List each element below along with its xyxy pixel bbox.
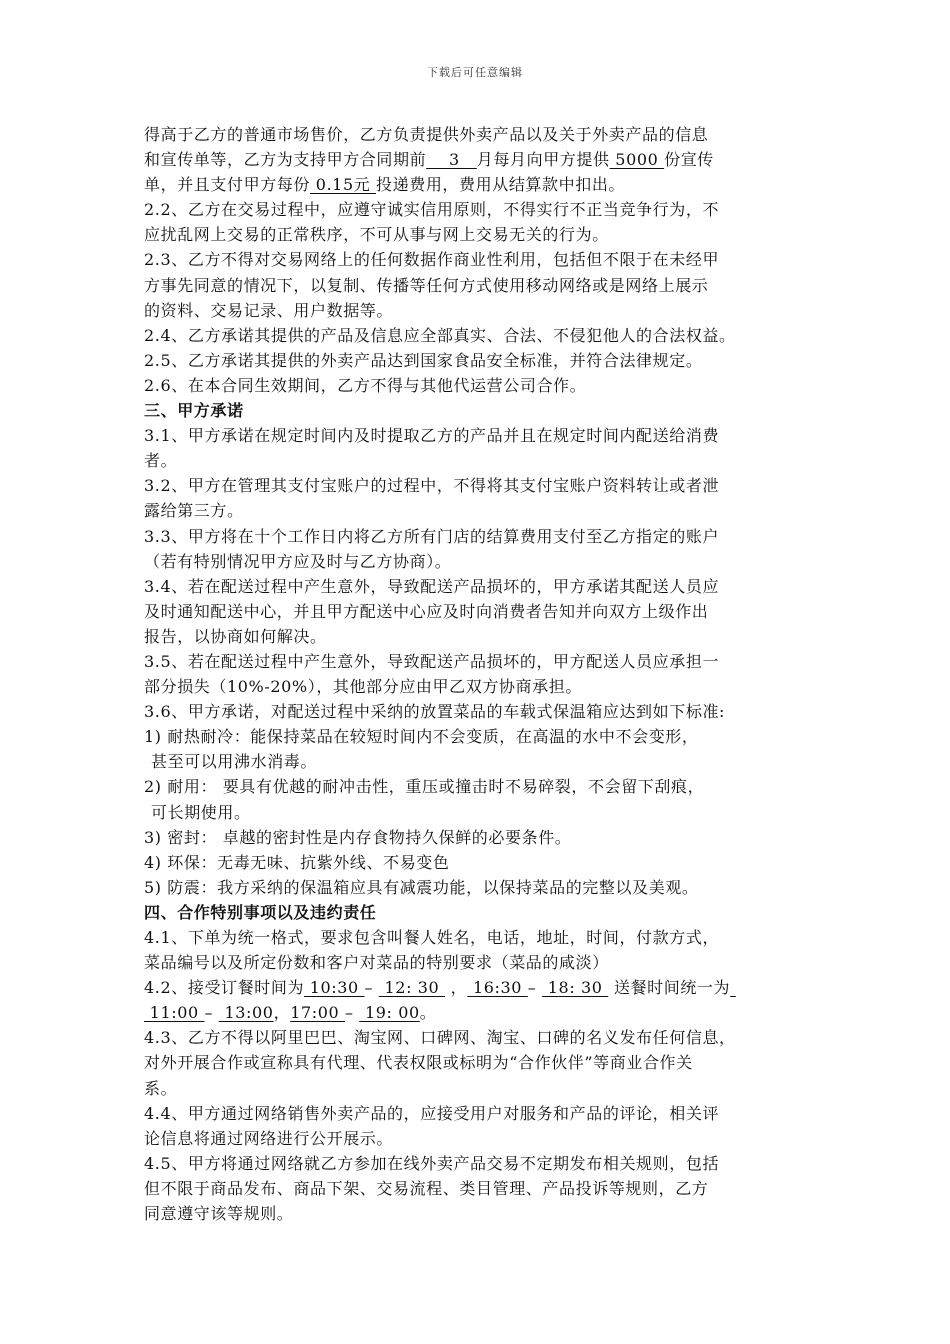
- paragraph-line: 4.4、甲方通过网络销售外卖产品的，应接受用户对服务和产品的评论，相关评: [144, 1103, 720, 1123]
- text-run: ，: [273, 1003, 291, 1023]
- paragraph-line: 论信息将通过网络进行公开展示。: [144, 1128, 394, 1148]
- text-run: –: [344, 1003, 360, 1023]
- underlined-fill-value: 3: [426, 150, 477, 170]
- paragraph-line: 的资料、交易记录、用户数据等。: [144, 300, 394, 320]
- underlined-fill-value: [730, 978, 736, 997]
- paragraph-line: 2.6、在本合同生效期间，乙方不得与其他代运营公司合作。: [144, 375, 587, 395]
- paragraph-line: 3.5、若在配送过程中产生意外，导致配送产品损坏的，甲方配送人员应承担一: [144, 651, 720, 671]
- paragraph-line: 菜品编号以及所定份数和客户对菜品的特别要求（菜品的咸淡）: [144, 953, 609, 973]
- underlined-fill-value: 10:30: [304, 978, 365, 998]
- paragraph-line: 2.5、乙方承诺其提供的外卖产品达到国家食品安全标准，并符合法律规定。: [144, 350, 703, 370]
- paragraph-line: 2.4、乙方承诺其提供的产品及信息应全部真实、合法、不侵犯他人的合法权益。: [144, 325, 736, 345]
- text-run: 份宣传: [664, 150, 714, 170]
- paragraph-line: 部分损失（10%-20%），其他部分应由甲乙双方协商承担。: [144, 677, 582, 697]
- list-item-continuation: 甚至可以用沸水消毒。: [151, 752, 318, 772]
- text-run: –: [364, 978, 379, 998]
- paragraph-line: 3.6、甲方承诺，对配送过程中采纳的放置菜品的车载式保温箱应达到如下标准:: [144, 702, 726, 722]
- paragraph-line: 应扰乱网上交易的正常秩序，不可从事与网上交易无关的行为。: [144, 225, 609, 245]
- text-run: –: [527, 978, 543, 998]
- paragraph-line: 露给第三方。: [144, 501, 244, 521]
- paragraph-line: 3.4、若在配送过程中产生意外，导致配送产品损坏的，甲方承诺其配送人员应: [144, 576, 720, 596]
- paragraph-line: 对外开展合作或宣称具有代理、代表权限或标明为“合作伙伴”等商业合作关: [144, 1053, 693, 1073]
- text-run: 。: [419, 1003, 437, 1023]
- text-run: 和宣传单等，乙方为支持甲方合同期前: [144, 150, 427, 170]
- paragraph-line: [144, 147, 824, 172]
- paragraph-line: 报告，以协商如何解决。: [144, 626, 327, 646]
- paragraph-line: 4) 环保：无毒无味、抗紫外线、不易变色: [144, 852, 450, 872]
- paragraph-line: 4.3、乙方不得以阿里巴巴、淘宝网、口碑网、淘宝、口碑的名义发布任何信息，: [144, 1028, 736, 1048]
- text-run: ，: [445, 978, 468, 998]
- text-run: 4.2、接受订餐时间为: [144, 978, 305, 998]
- paragraph-line: 但不限于商品发布、商品下架、交易流程、类目管理、产品投诉等规则，乙方: [144, 1178, 709, 1198]
- underlined-fill-value: 0.15元: [310, 175, 377, 195]
- paragraph-line: 3.3、甲方将在十个工作日内将乙方所有门店的结算费用支付至乙方指定的账户: [144, 526, 720, 546]
- underlined-fill-value: 12: 30: [378, 978, 445, 998]
- paragraph-line: 3.1、甲方承诺在规定时间内及时提取乙方的产品并且在规定时间内配送给消费: [144, 426, 720, 446]
- underlined-fill-value: 18: 30: [542, 978, 609, 998]
- paragraph-line: 2.2、乙方在交易过程中，应遵守诚实信用原则，不得实行不正当竞争行为，不: [144, 200, 720, 220]
- paragraph-line: 1) 耐热耐冷：能保持菜品在较短时间内不会变质，在高温的水中不会变形，: [144, 727, 699, 747]
- paragraph-line: （若有特别情况甲方应及时与乙方协商）。: [144, 551, 452, 571]
- paragraph-line: [144, 172, 824, 197]
- text-run: –: [204, 1003, 219, 1023]
- underlined-fill-value: 19: 00: [359, 1003, 420, 1023]
- paragraph-line: 及时通知配送中心，并且甲方配送中心应及时向消费者告知并向双方上级作出: [144, 601, 709, 621]
- paragraph-line: 4.1、下单为统一格式，要求包含叫餐人姓名，电话，地址，时间，付款方式，: [144, 928, 720, 947]
- document-body: [144, 122, 824, 1226]
- paragraph-line: [144, 975, 824, 1000]
- paragraph-line: 5) 防震：我方采纳的保温箱应具有减震功能，以保持菜品的完整以及美观。: [144, 877, 699, 897]
- text-run: 送餐时间统一为: [608, 978, 731, 998]
- paragraph-line: 方事先同意的情况下，以复制、传播等任何方式使用移动网络或是网络上展示: [144, 275, 709, 295]
- paragraph-line: 同意遵守该等规则。: [144, 1204, 294, 1224]
- underlined-fill-value: 16:30: [467, 978, 528, 998]
- paragraph-line: 系。: [144, 1078, 178, 1098]
- paragraph-line: 2) 耐用： 要具有优越的耐冲击性，重压或撞击时不易碎裂，不会留下刮痕，: [144, 777, 705, 797]
- underlined-fill-value: 13:00: [218, 1003, 274, 1023]
- paragraph-line: 3.2、甲方在管理其支付宝账户的过程中，不得将其支付宝账户资料转让或者泄: [144, 476, 720, 496]
- page-header-note: 下载后可任意编辑: [427, 66, 523, 79]
- text-run: 月每月向甲方提供: [476, 150, 610, 170]
- paragraph-line: 2.3、乙方不得对交易网络上的任何数据作商业性利用，包括但不限于在未经甲: [144, 250, 720, 270]
- underlined-fill-value: 17:00: [290, 1003, 345, 1023]
- paragraph-line: [144, 1000, 824, 1025]
- list-item-continuation: 可长期使用。: [151, 802, 251, 822]
- text-run: 单，并且支付甲方每份: [144, 175, 311, 195]
- paragraph-line: 3) 密封： 卓越的密封性是内存食物持久保鲜的必要条件。: [144, 827, 572, 847]
- underlined-fill-value: 11:00: [144, 1003, 205, 1023]
- section-heading: 三、甲方承诺: [144, 401, 244, 421]
- paragraph-line: 者。: [144, 451, 178, 471]
- text-run: 投递费用，费用从结算款中扣出。: [376, 175, 626, 195]
- paragraph-line: 得高于乙方的普通市场售价，乙方负责提供外卖产品以及关于外卖产品的信息: [144, 125, 709, 144]
- section-heading: 四、合作特别事项以及违约责任: [144, 902, 377, 922]
- paragraph-line: 4.5、甲方将通过网络就乙方参加在线外卖产品交易不定期发布相关规则，包括: [144, 1153, 720, 1173]
- underlined-fill-value: 5000: [609, 150, 665, 170]
